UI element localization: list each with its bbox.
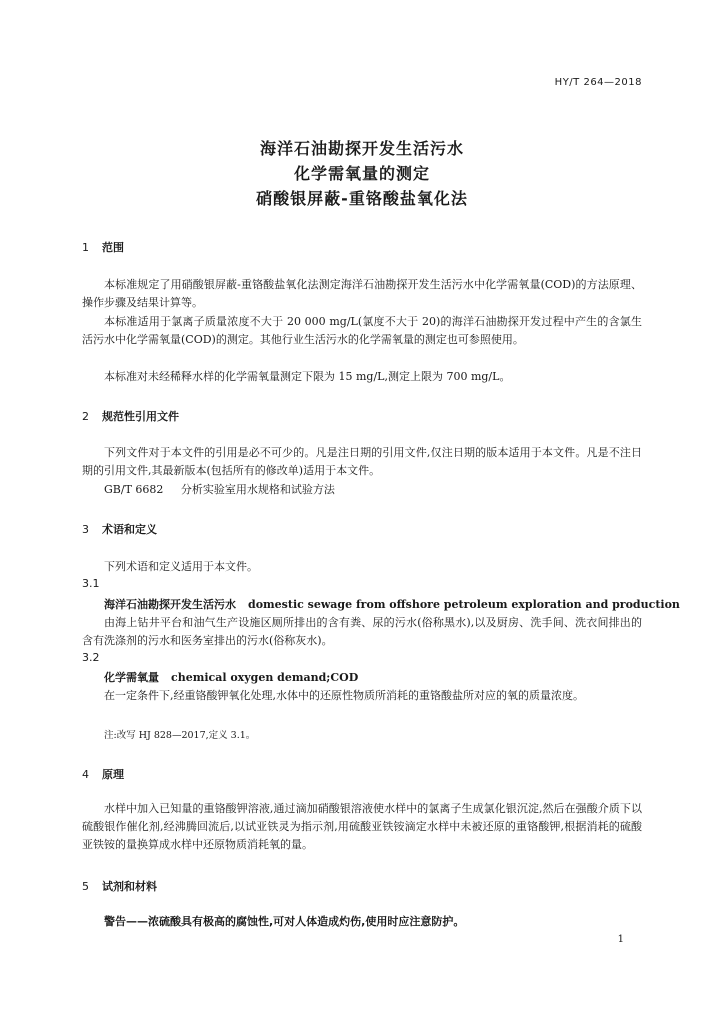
standard-code: HY/T 264—2018 <box>554 77 642 88</box>
section-4-heading <box>82 766 124 782</box>
section-number: 4 <box>82 768 89 781</box>
reference-title: 分析实验室用水规格和试验方法 <box>180 483 335 496</box>
section-title: 规范性引用文件 <box>102 410 179 423</box>
section-title: 原理 <box>102 768 124 781</box>
section-number: 1 <box>82 241 89 254</box>
section-title: 试剂和材料 <box>102 880 157 893</box>
section-3-heading <box>82 521 157 537</box>
normative-paragraph: 下列文件对于本文件的引用是必不可少的。凡是注日期的引用文件,仅注日期的版本适用于本文件。凡是不注日期的引用文件,其最新版本(包括所有的修改单)适用于本文件。 <box>82 446 642 477</box>
terms-intro: 下列术语和定义适用于本文件。 <box>104 560 258 573</box>
section-1-heading <box>82 239 124 255</box>
term-3-1-number: 3.1 <box>82 577 100 590</box>
section-title: 术语和定义 <box>102 523 157 536</box>
page-number: 1 <box>617 934 624 945</box>
scope-paragraph-1: 本标准规定了用硝酸银屏蔽-重铬酸盐氧化法测定海洋石油勘探开发生活污水中化学需氧量(COD)的方法原理、操作步骤及结果计算等。 <box>82 278 642 309</box>
term-chinese: 海洋石油勘探开发生活污水 <box>104 598 236 611</box>
term-3-2-definition: 在一定条件下,经重铬酸钾氧化处理,水体中的还原性物质所消耗的重铬酸盐所对应的氧的质量浓度。 <box>104 689 584 702</box>
section-2-heading <box>82 408 179 424</box>
section-number: 2 <box>82 410 89 423</box>
term-3-1-definition: 由海上钻井平台和油气生产设施区厕所排出的含有粪、尿的污水(俗称黑水),以及厨房、洗手间、洗衣间排出的含有洗涤剂的污水和医务室排出的污水(俗称灰水)。 <box>82 616 642 647</box>
reference-code: GB/T 6682 <box>104 483 164 496</box>
title-line-2: 化学需氧量的测定 <box>293 164 430 183</box>
section-title: 范围 <box>102 241 124 254</box>
term-3-2 <box>104 669 358 685</box>
scope-paragraph-3: 本标准对未经稀释水样的化学需氧量测定下限为 15 mg/L,测定上限为 700 mg/L。 <box>104 370 511 383</box>
scope-paragraph-2: 本标准适用于氯离子质量浓度不大于 20 000 mg/L(氯度不大于 20)的海洋石油勘探开发过程中产生的含氯生活污水中化学需氧量(COD)的测定。其他行业生活污水的化学需氧量的测定也可参照使用。 <box>82 315 642 346</box>
reagent-warning: 警告——浓硫酸具有极高的腐蚀性,可对人体造成灼伤,使用时应注意防护。 <box>104 915 465 928</box>
title-line-1: 海洋石油勘探开发生活污水 <box>259 139 464 158</box>
section-5-heading <box>82 878 157 894</box>
principle-paragraph: 水样中加入已知量的重铬酸钾溶液,通过滴加硝酸银溶液使水样中的氯离子生成氯化银沉淀,然后在强酸介质下以硫酸银作催化剂,经沸腾回流后,以试亚铁灵为指示剂,用硫酸亚铁铵滴定水样中未被还原的重铬酸钾,根据消耗的硫酸亚铁铵的量换算成水样中还原物质消耗氧的量。 <box>82 802 642 851</box>
term-3-2-note: 注:改写 HJ 828—2017,定义 3.1。 <box>104 730 256 741</box>
term-3-2-number: 3.2 <box>82 651 100 664</box>
section-number: 3 <box>82 523 89 536</box>
normative-reference <box>104 481 335 497</box>
term-english: chemical oxygen demand;COD <box>171 671 359 684</box>
term-english: domestic sewage from offshore petroleum exploration and production <box>248 598 680 611</box>
section-number: 5 <box>82 880 89 893</box>
title-line-3: 硝酸银屏蔽-重铬酸盐氧化法 <box>256 189 468 208</box>
term-3-1 <box>104 596 680 612</box>
term-chinese: 化学需氧量 <box>104 671 159 684</box>
